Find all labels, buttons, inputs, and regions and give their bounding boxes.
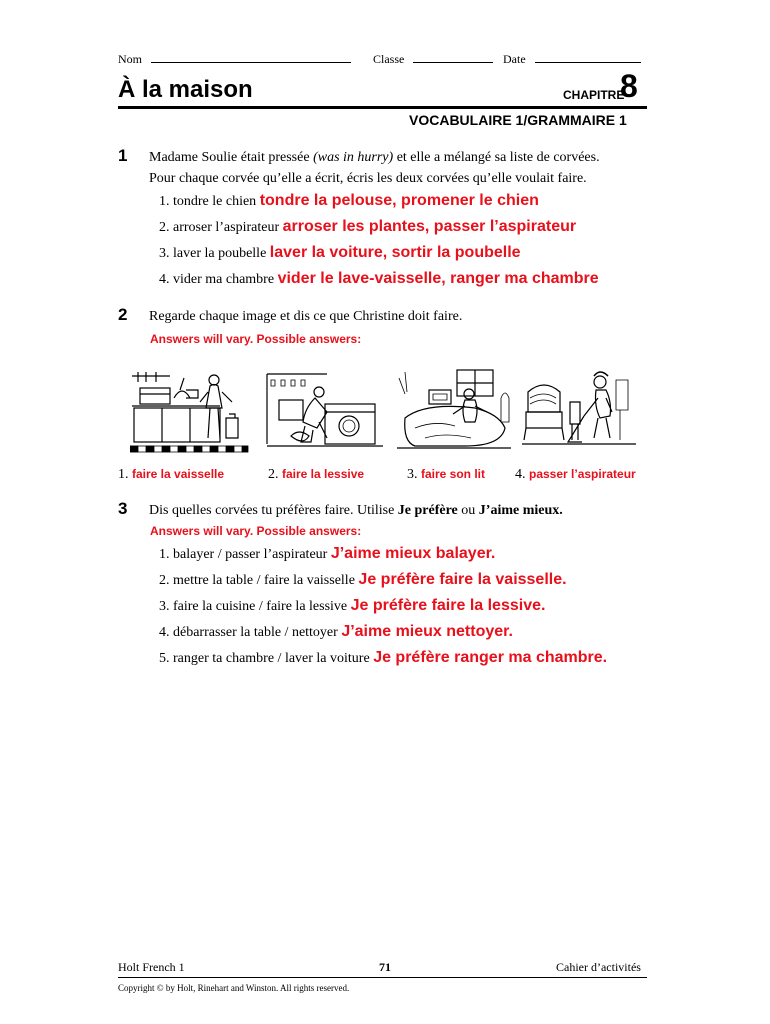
caption-number: 3. [407, 467, 418, 482]
exercise-3-item-4 [159, 623, 513, 641]
vacuuming-illustration [520, 368, 638, 456]
item-answer: J’aime mieux balayer. [330, 545, 496, 562]
picture-1-caption [118, 467, 224, 483]
instruction-text: Madame Soulie était pressée [149, 150, 314, 165]
class-blank [413, 52, 493, 63]
exercise-1-item-4 [159, 270, 599, 288]
caption-answer: faire la vaisselle [132, 467, 225, 481]
exercise-1-item-3 [159, 244, 521, 262]
class-label: Classe [373, 52, 405, 66]
caption-number: 1. [118, 467, 129, 482]
picture-4-caption [515, 467, 636, 483]
page-number: 71 [379, 960, 391, 974]
washing-dishes-illustration [130, 368, 250, 456]
instruction-text-line2: Pour chaque corvée qu’elle a écrit, écris les deux corvées qu’elle voulait faire. [149, 171, 587, 186]
exercise-1-number: 1 [118, 146, 128, 165]
class-line [373, 52, 493, 67]
instruction-text: et elle a mélangé sa liste de corvées. [393, 150, 600, 165]
exercise-3-note: Answers will vary. Possible answers: [150, 524, 362, 538]
exercise-2-number: 2 [118, 305, 128, 324]
instruction-text: ou [457, 503, 479, 518]
item-answer: laver la voiture, sortir la poubelle [269, 244, 521, 261]
item-prompt: 3. laver la poubelle [159, 246, 267, 261]
exercise-3-item-3 [159, 597, 545, 615]
instruction-bold: Je préfère [397, 503, 458, 518]
caption-answer: faire son lit [421, 467, 486, 481]
item-prompt: 4. vider ma chambre [159, 272, 275, 287]
exercise-1-item-1 [159, 192, 539, 210]
footer-book-title: Holt French 1 [118, 960, 185, 974]
section-subtitle: VOCABULAIRE 1/GRAMMAIRE 1 [409, 112, 627, 128]
footer-book-type: Cahier d’activités [556, 960, 641, 974]
exercise-1-instruction [149, 147, 649, 189]
date-line [503, 52, 641, 67]
item-prompt: 3. faire la cuisine / faire la lessive [159, 599, 348, 614]
making-bed-illustration [395, 368, 513, 456]
copyright: Copyright © by Holt, Rinehart and Winston. All rights reserved. [118, 983, 350, 993]
item-answer: vider le lave-vaisselle, ranger ma chambre [277, 270, 599, 287]
caption-answer: passer l’aspirateur [529, 467, 636, 481]
name-line [118, 52, 351, 67]
item-prompt: 2. mettre la table / faire la vaisselle [159, 573, 355, 588]
exercise-3-instruction [149, 500, 563, 521]
item-prompt: 1. balayer / passer l’aspirateur [159, 547, 328, 562]
exercise-3-item-2 [159, 571, 567, 589]
date-label: Date [503, 52, 526, 66]
item-answer: Je préfère ranger ma chambre. [373, 649, 608, 666]
name-blank [151, 52, 351, 63]
item-prompt: 2. arroser l’aspirateur [159, 220, 280, 235]
item-prompt: 5. ranger ta chambre / laver la voiture [159, 651, 370, 666]
item-answer: J’aime mieux nettoyer. [341, 623, 513, 640]
title-rule [118, 106, 647, 109]
caption-number: 4. [515, 467, 526, 482]
instruction-italic: (was in hurry) [313, 150, 394, 165]
exercise-3-number: 3 [118, 499, 128, 518]
picture-3-caption [407, 467, 485, 483]
instruction-bold: J’aime mieux. [478, 503, 563, 518]
chapter-label: CHAPITRE [563, 88, 625, 102]
caption-answer: faire la lessive [282, 467, 365, 481]
item-answer: Je préfère faire la lessive. [350, 597, 546, 614]
exercise-3-item-5 [159, 649, 607, 667]
exercise-2-note: Answers will vary. Possible answers: [150, 332, 362, 346]
laundry-illustration [265, 370, 383, 456]
item-prompt: 4. débarrasser la table / nettoyer [159, 625, 338, 640]
picture-2-caption [268, 467, 364, 483]
item-answer: Je préfère faire la vaisselle. [358, 571, 567, 588]
exercise-3-item-1 [159, 545, 495, 563]
item-answer: tondre la pelouse, promener le chien [259, 192, 539, 209]
page-title: À la maison [118, 76, 253, 103]
name-label: Nom [118, 52, 142, 66]
item-prompt: 1. tondre le chien [159, 194, 257, 209]
footer-rule [118, 977, 647, 978]
instruction-text: Dis quelles corvées tu préfères faire. Utilise [149, 503, 398, 518]
item-answer: arroser les plantes, passer l’aspirateur [282, 218, 577, 235]
exercise-1-item-2 [159, 218, 576, 236]
exercise-2-instruction: Regarde chaque image et dis ce que Christine doit faire. [149, 309, 463, 324]
caption-number: 2. [268, 467, 279, 482]
date-blank [535, 52, 641, 63]
chapter-number: 8 [620, 68, 638, 104]
